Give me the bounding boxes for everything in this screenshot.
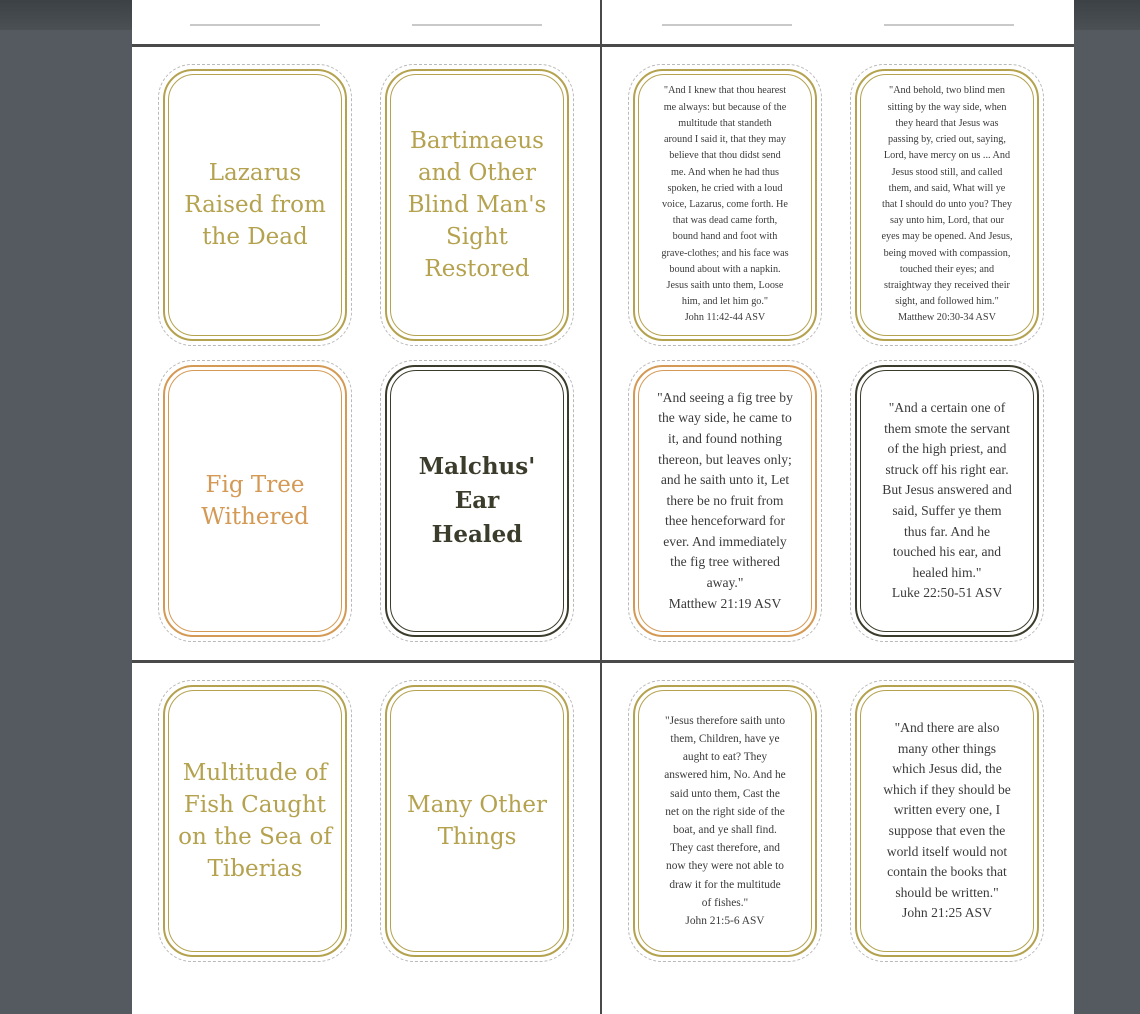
- card-border: [855, 685, 1039, 957]
- card-border: [855, 365, 1039, 637]
- card-face: [638, 370, 812, 632]
- card-face: [860, 74, 1034, 336]
- card-face: [860, 370, 1034, 632]
- card-title: Bartimaeus and Other Blind Man's Sight Restored: [407, 128, 547, 282]
- document-page: [132, 0, 1074, 1014]
- card-edge-remnant: [412, 24, 542, 26]
- vertical-cut-line: [600, 0, 602, 1014]
- verse-text: [664, 694, 785, 949]
- card-border: [385, 365, 569, 637]
- previous-page-remnant: [132, 0, 1074, 47]
- verse-card-fig-tree: [628, 360, 822, 642]
- verse-text: [882, 377, 1012, 624]
- card-border: [385, 69, 569, 341]
- card-face: [168, 690, 342, 952]
- verse-quote: "And there are also many other things which Jesus did, the which if they should be written every one, I suppose that even the world itself would not contain the books that should be written.": [883, 720, 1011, 900]
- verse-reference: John 11:42-44 ASV: [684, 312, 766, 324]
- verse-text: [661, 67, 788, 342]
- card-border: [855, 69, 1039, 341]
- card-border: [163, 365, 347, 637]
- card-face: [390, 74, 564, 336]
- verse-quote: "Jesus therefore saith unto them, Children, have ye aught to eat? They answered him, No. And he said unto them, Cast the net on the right side of the boat, and ye shall find. They cast therefore, and now they were not able to draw it for the multitude of fishes.": [664, 714, 786, 909]
- verse-quote: "And seeing a fig tree by the way side, he came to it, and found nothing thereon, but leaves only; and he saith unto it, Let there be no fruit from thee henceforward for ever. And immediately the fig tree withered away.": [657, 389, 793, 591]
- verse-quote: "And behold, two blind men sitting by the way side, when they heard that Jesus was passing by, cried out, saying, Lord, have mercy on us ... And Jesus stood still, and called them, and said, What will ye that I should do unto you? They say unto him, Lord, that our eyes may be opened. And Jesus, being moved with compassion, touched their eyes; and straightway they received their sight, and followed him.": [881, 85, 1013, 308]
- card-edge-remnant: [190, 24, 320, 26]
- title-card-malchus: [380, 360, 574, 642]
- card-border: [163, 69, 347, 341]
- card-border: [633, 685, 817, 957]
- card-border: [163, 685, 347, 957]
- card-title: Fig Tree Withered: [201, 472, 309, 530]
- card-edge-remnant: [884, 24, 1014, 26]
- card-title: Many Other Things: [407, 792, 547, 850]
- card-title: Multitude of Fish Caught on the Sea of Tiberias: [178, 760, 332, 882]
- card-face: [390, 690, 564, 952]
- verse-card-lazarus: [628, 64, 822, 346]
- verse-reference: Matthew 20:30-34 ASV: [898, 312, 996, 324]
- verse-card-bartimaeus: [850, 64, 1044, 346]
- title-card-fish: [158, 680, 352, 962]
- verse-card-fish: [628, 680, 822, 962]
- title-card-fig-tree: [158, 360, 352, 642]
- verse-text: [883, 697, 1011, 944]
- verse-text: [882, 67, 1013, 342]
- card-border: [633, 69, 817, 341]
- verse-reference: John 21:25 ASV: [902, 905, 992, 921]
- verse-quote: "And a certain one of them smote the servant of the high priest, and struck off his right ear. But Jesus answered and said, Suffer ye them thus far. And he touched his ear, and healed him.": [882, 400, 1012, 580]
- title-card-bartimaeus: [380, 64, 574, 346]
- card-face: [168, 74, 342, 336]
- title-card-lazarus: [158, 64, 352, 346]
- card-face: [860, 690, 1034, 952]
- verse-reference: Matthew 21:19 ASV: [668, 595, 782, 611]
- verse-card-many-other-things: [850, 680, 1044, 962]
- card-border: [385, 685, 569, 957]
- card-border: [633, 365, 817, 637]
- card-title: Malchus' Ear Healed: [418, 453, 536, 548]
- verse-reference: Luke 22:50-51 ASV: [891, 585, 1003, 601]
- card-title: Lazarus Raised from the Dead: [184, 160, 326, 250]
- card-edge-remnant: [662, 24, 792, 26]
- card-face: [168, 370, 342, 632]
- card-face: [638, 690, 812, 952]
- verse-reference: John 21:5-6 ASV: [685, 915, 765, 928]
- verse-card-malchus: [850, 360, 1044, 642]
- verse-quote: "And I knew that thou hearest me always: but because of the multitude that standeth around I said it, that they may believe that thou didst send me. And when he had thus spoken, he cried with a loud voice, Lazarus, come forth. He that was dead came forth, bound hand and foot with grave-clothes; and his face was bound about with a napkin. Jesus saith unto them, Loose him, and let him go.": [661, 85, 789, 308]
- card-face: [638, 74, 812, 336]
- card-face: [390, 370, 564, 632]
- title-card-many-other-things: [380, 680, 574, 962]
- horizontal-cut-line: [132, 660, 1074, 663]
- verse-text: [657, 367, 793, 635]
